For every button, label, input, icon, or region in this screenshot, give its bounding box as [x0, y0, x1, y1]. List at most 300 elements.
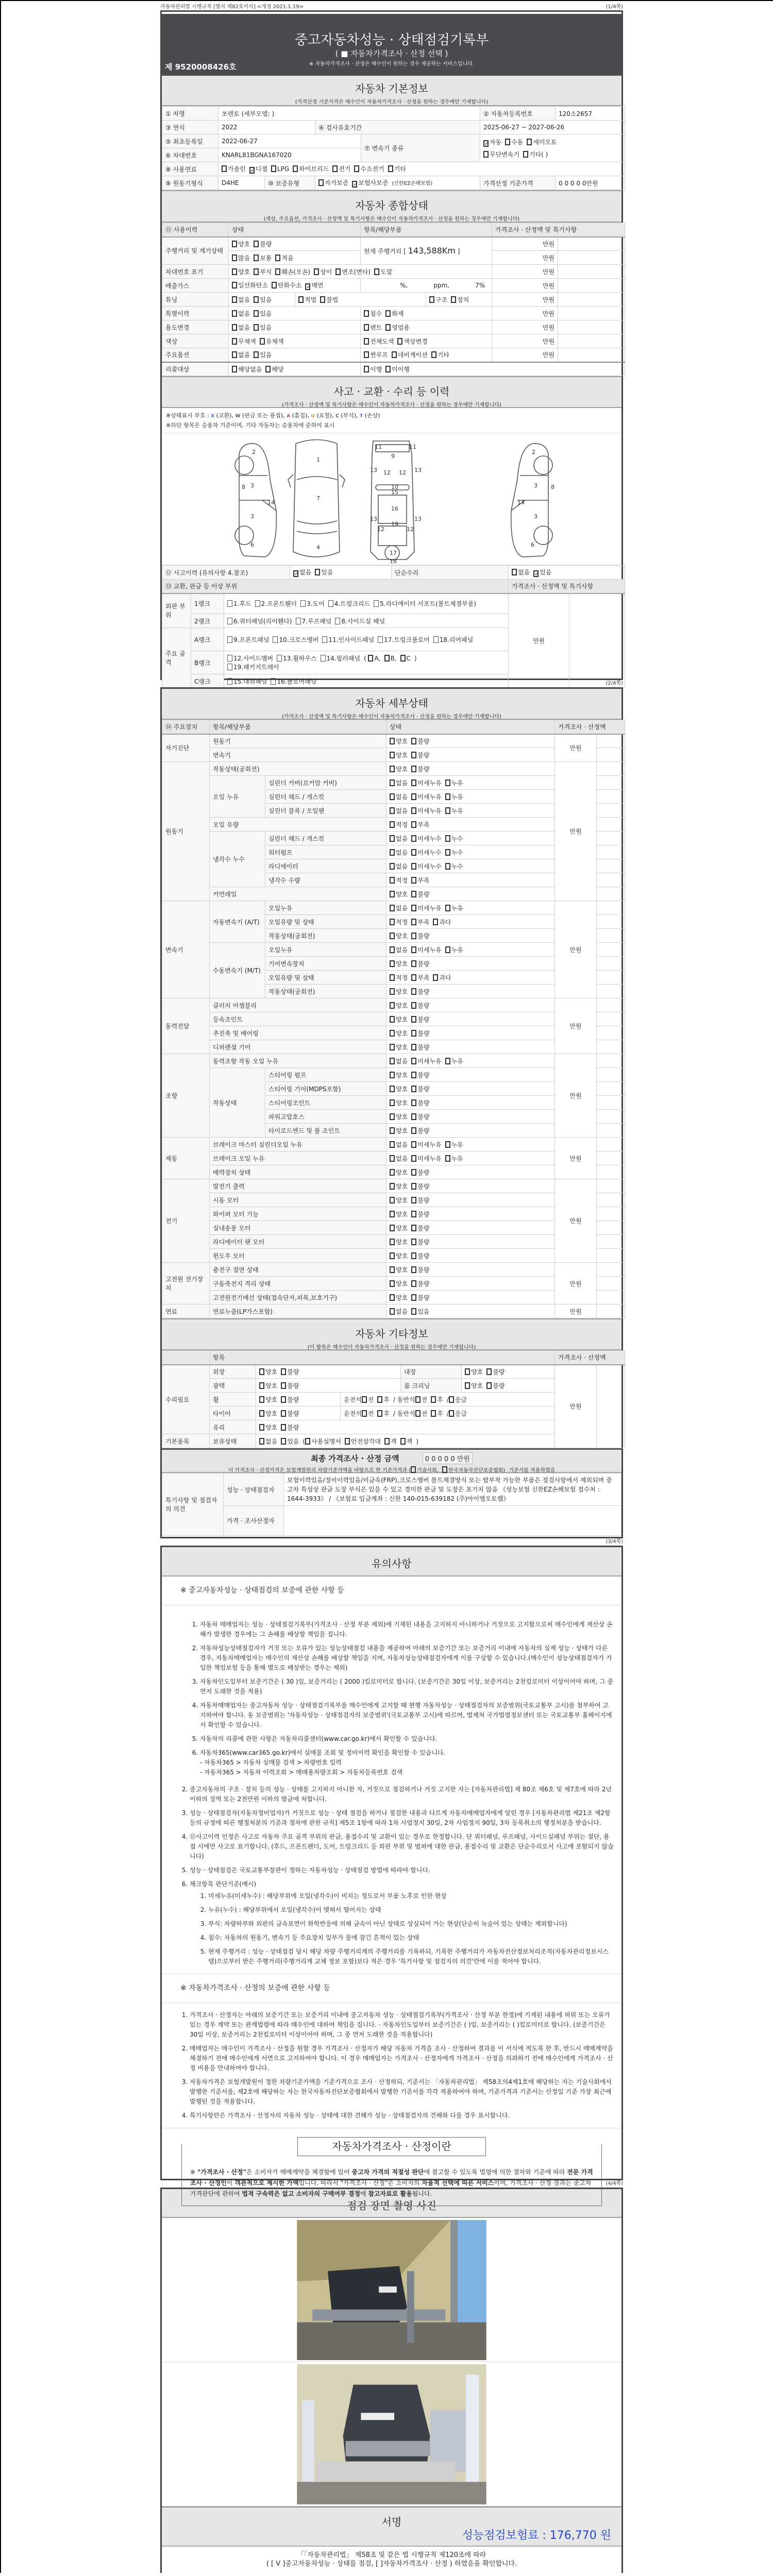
- checkbox-icon[interactable]: [362, 1410, 367, 1417]
- checkbox-option[interactable]: [400, 655, 411, 662]
- checkbox-option[interactable]: [411, 779, 441, 787]
- checkbox-option[interactable]: [411, 863, 441, 870]
- checkbox-option[interactable]: [483, 151, 519, 158]
- checkbox-icon[interactable]: [277, 655, 282, 662]
- checkbox-option[interactable]: [411, 1072, 429, 1079]
- checkbox-icon[interactable]: [374, 600, 379, 607]
- checkbox-option[interactable]: [392, 351, 428, 359]
- checkbox-icon[interactable]: [318, 179, 324, 186]
- checkbox-icon[interactable]: [411, 1266, 416, 1273]
- checkbox-icon[interactable]: [322, 636, 327, 643]
- checkbox-option[interactable]: [411, 1211, 429, 1218]
- checkbox-option[interactable]: [227, 636, 269, 643]
- checkbox-option[interactable]: [411, 1183, 429, 1190]
- checkbox-option[interactable]: [271, 678, 316, 685]
- checkbox-icon[interactable]: [390, 1113, 395, 1120]
- checkbox-icon[interactable]: [271, 678, 276, 685]
- checkbox-option[interactable]: [364, 366, 382, 373]
- checkbox-option[interactable]: [411, 793, 441, 801]
- checkbox-icon[interactable]: [222, 165, 227, 172]
- checkbox-icon[interactable]: [445, 863, 450, 870]
- checkbox-option[interactable]: [431, 351, 449, 359]
- checkbox-icon[interactable]: [411, 1252, 416, 1259]
- checkbox-option[interactable]: [445, 779, 463, 787]
- checkbox-option[interactable]: [445, 946, 463, 954]
- checkbox-option[interactable]: [390, 1308, 408, 1315]
- checkbox-icon[interactable]: [411, 863, 416, 870]
- checkbox-option[interactable]: [390, 891, 408, 898]
- checkbox-icon[interactable]: [390, 974, 395, 981]
- checkbox-icon[interactable]: [390, 1225, 395, 1231]
- checkbox-option[interactable]: [259, 1424, 277, 1431]
- checkbox-icon[interactable]: [388, 165, 393, 172]
- checkbox-icon[interactable]: [486, 1382, 492, 1389]
- checkbox-icon[interactable]: [254, 324, 259, 331]
- checkbox-option[interactable]: [305, 282, 323, 289]
- checkbox-option[interactable]: [364, 351, 388, 359]
- checkbox-icon[interactable]: [431, 1396, 436, 1403]
- checkbox-icon[interactable]: [486, 1368, 492, 1375]
- checkbox-icon[interactable]: [390, 905, 395, 911]
- checkbox-option[interactable]: [314, 268, 332, 276]
- checkbox-icon[interactable]: [368, 655, 373, 662]
- checkbox-icon[interactable]: [390, 919, 395, 925]
- checkbox-icon[interactable]: [227, 600, 232, 607]
- checkbox-icon[interactable]: [390, 1266, 395, 1273]
- checkbox-checked-icon[interactable]: ✓: [250, 167, 255, 174]
- checkbox-icon[interactable]: [390, 933, 395, 939]
- checkbox-icon[interactable]: [232, 351, 237, 358]
- checkbox-option[interactable]: [390, 849, 408, 856]
- checkbox-option[interactable]: [390, 1016, 408, 1023]
- checkbox-option[interactable]: [260, 338, 284, 345]
- checkbox-icon[interactable]: [232, 268, 237, 275]
- checkbox-option[interactable]: [254, 241, 272, 248]
- checkbox-option[interactable]: [390, 1252, 408, 1260]
- checkbox-icon[interactable]: [259, 1410, 264, 1417]
- checkbox-option[interactable]: [390, 1239, 408, 1246]
- checkbox-icon[interactable]: [431, 351, 436, 358]
- checkbox-option[interactable]: [411, 1058, 441, 1065]
- checkbox-option[interactable]: [390, 752, 408, 759]
- checkbox-option[interactable]: [390, 738, 408, 745]
- checkbox-icon[interactable]: [390, 1197, 395, 1204]
- checkbox-icon[interactable]: [411, 946, 416, 953]
- checkbox-option[interactable]: [442, 1468, 505, 1473]
- checkbox-icon[interactable]: [397, 338, 402, 345]
- checkbox-icon[interactable]: [465, 1368, 470, 1375]
- checkbox-option[interactable]: [411, 738, 429, 745]
- checkbox-option[interactable]: [273, 636, 318, 643]
- checkbox-icon[interactable]: [390, 863, 395, 870]
- checkbox-option[interactable]: [296, 618, 332, 625]
- checkbox-option[interactable]: [411, 835, 441, 842]
- checkbox-option[interactable]: [411, 919, 429, 926]
- checkbox-option[interactable]: [227, 600, 251, 607]
- checkbox-icon[interactable]: [411, 1294, 416, 1301]
- checkbox-icon[interactable]: [411, 877, 416, 884]
- checkbox-icon[interactable]: [390, 849, 395, 856]
- checkbox-icon[interactable]: [364, 351, 369, 358]
- checkbox-icon[interactable]: [411, 891, 416, 897]
- checkbox-option[interactable]: [378, 636, 430, 643]
- checkbox-option[interactable]: [390, 960, 408, 968]
- checkbox-option[interactable]: [411, 1308, 429, 1315]
- checkbox-icon[interactable]: [281, 1382, 286, 1389]
- checkbox-icon[interactable]: [411, 1058, 416, 1064]
- checkbox-option[interactable]: [390, 1280, 408, 1287]
- checkbox-option[interactable]: [254, 310, 272, 317]
- checkbox-option[interactable]: [328, 600, 370, 607]
- checkbox-option[interactable]: [321, 655, 360, 662]
- checkbox-option[interactable]: [411, 1225, 429, 1232]
- checkbox-option[interactable]: [255, 600, 297, 607]
- checkbox-icon[interactable]: [300, 600, 306, 607]
- checkbox-option[interactable]: [232, 268, 250, 276]
- checkbox-icon[interactable]: [411, 793, 416, 800]
- checkbox-icon[interactable]: [390, 738, 395, 744]
- checkbox-option[interactable]: [446, 1410, 467, 1417]
- checkbox-icon[interactable]: [390, 960, 395, 967]
- checkbox-icon[interactable]: [411, 1155, 416, 1162]
- checkbox-icon[interactable]: [411, 1099, 416, 1106]
- checkbox-icon[interactable]: [445, 1141, 450, 1148]
- checkbox-icon[interactable]: [433, 636, 439, 643]
- checkbox-option[interactable]: [259, 1410, 277, 1417]
- checkbox-icon[interactable]: [232, 366, 237, 372]
- checkbox-icon[interactable]: [411, 988, 416, 995]
- checkbox-icon[interactable]: [445, 807, 450, 814]
- checkbox-option[interactable]: [446, 1396, 467, 1403]
- checkbox-option[interactable]: [335, 268, 371, 276]
- checkbox-option[interactable]: [335, 618, 385, 625]
- checkbox-option[interactable]: [315, 569, 333, 576]
- checkbox-icon[interactable]: [411, 1044, 416, 1050]
- checkbox-option[interactable]: [390, 1294, 408, 1301]
- checkbox-option[interactable]: [445, 1141, 463, 1148]
- checkbox-icon[interactable]: [415, 1396, 421, 1403]
- checkbox-option[interactable]: [486, 1368, 505, 1376]
- checkbox-option[interactable]: [445, 835, 463, 842]
- checkbox-option[interactable]: [259, 1382, 277, 1389]
- checkbox-option[interactable]: [533, 569, 551, 576]
- checkbox-option[interactable]: [293, 569, 311, 576]
- checkbox-icon[interactable]: [411, 1280, 416, 1287]
- checkbox-icon[interactable]: [254, 310, 259, 317]
- checkbox-icon[interactable]: [275, 268, 280, 275]
- checkbox-icon[interactable]: [390, 1141, 395, 1148]
- checkbox-option[interactable]: [259, 1438, 277, 1445]
- checkbox-icon[interactable]: [445, 1155, 450, 1162]
- checkbox-option[interactable]: [486, 1382, 505, 1389]
- checkbox-option[interactable]: [377, 1410, 390, 1417]
- checkbox-option[interactable]: [411, 1086, 429, 1093]
- checkbox-option[interactable]: [445, 863, 463, 870]
- checkbox-option[interactable]: [390, 1141, 408, 1148]
- checkbox-option[interactable]: [390, 807, 408, 815]
- checkbox-option[interactable]: [465, 1368, 483, 1376]
- checkbox-icon[interactable]: [390, 1211, 395, 1217]
- checkbox-option[interactable]: [322, 636, 374, 643]
- checkbox-icon[interactable]: [390, 988, 395, 995]
- checkbox-icon[interactable]: [446, 1396, 454, 1403]
- checkbox-option[interactable]: [259, 1396, 277, 1403]
- checkbox-icon[interactable]: [445, 905, 450, 911]
- checkbox-option[interactable]: [352, 179, 388, 187]
- checkbox-icon[interactable]: [411, 1183, 416, 1190]
- checkbox-icon[interactable]: [384, 1438, 390, 1445]
- checkbox-option[interactable]: [305, 1438, 341, 1445]
- checkbox-icon[interactable]: [390, 1127, 395, 1134]
- checkbox-option[interactable]: [320, 296, 338, 303]
- checkbox-icon[interactable]: [364, 338, 369, 345]
- checkbox-option[interactable]: [281, 1396, 299, 1403]
- checkbox-option[interactable]: [411, 1113, 429, 1121]
- checkbox-option[interactable]: [451, 296, 469, 303]
- checkbox-icon[interactable]: [411, 919, 416, 925]
- checkbox-icon[interactable]: [385, 366, 391, 372]
- checkbox-option[interactable]: [232, 282, 268, 289]
- checkbox-icon[interactable]: [411, 1030, 416, 1037]
- checkbox-icon[interactable]: [364, 310, 369, 317]
- checkbox-icon[interactable]: [411, 1211, 416, 1217]
- checkbox-option[interactable]: [227, 655, 273, 662]
- checkbox-icon[interactable]: [227, 618, 232, 624]
- checkbox-option[interactable]: [254, 255, 272, 262]
- checkbox-icon[interactable]: [384, 655, 390, 662]
- checkbox-option[interactable]: [445, 793, 463, 801]
- checkbox-icon[interactable]: [411, 752, 416, 758]
- checkbox-icon[interactable]: [390, 1072, 395, 1078]
- checkbox-icon[interactable]: [232, 310, 237, 317]
- checkbox-icon[interactable]: [411, 1086, 416, 1092]
- checkbox-option[interactable]: [227, 664, 279, 671]
- checkbox-option[interactable]: [411, 1155, 441, 1162]
- checkbox-icon[interactable]: [390, 793, 395, 800]
- checkbox-option[interactable]: [300, 600, 325, 607]
- checkbox-option[interactable]: [390, 863, 408, 870]
- checkbox-option[interactable]: [445, 849, 463, 856]
- checkbox-option[interactable]: [411, 1197, 429, 1204]
- checkbox-option[interactable]: [318, 179, 348, 187]
- checkbox-icon[interactable]: [390, 946, 395, 953]
- checkbox-icon[interactable]: [254, 268, 259, 275]
- checkbox-icon[interactable]: [321, 655, 326, 662]
- checkbox-option[interactable]: [390, 779, 408, 787]
- checkbox-icon[interactable]: [259, 1438, 264, 1445]
- checkbox-icon[interactable]: [232, 296, 237, 303]
- checkbox-icon[interactable]: [433, 974, 438, 981]
- checkbox-icon[interactable]: [390, 752, 395, 758]
- checkbox-icon[interactable]: [411, 933, 416, 939]
- checkbox-icon[interactable]: [232, 338, 237, 345]
- checkbox-option[interactable]: [232, 296, 250, 303]
- checkbox-option[interactable]: [411, 891, 429, 898]
- checkbox-icon[interactable]: [232, 324, 237, 331]
- checkbox-icon[interactable]: [411, 738, 416, 744]
- checkbox-option[interactable]: [298, 296, 316, 303]
- checkbox-icon[interactable]: [385, 310, 391, 317]
- checkbox-option[interactable]: [390, 1030, 408, 1037]
- checkbox-icon[interactable]: [281, 1424, 286, 1431]
- checkbox-option[interactable]: [483, 139, 501, 146]
- checkbox-option[interactable]: [374, 268, 392, 276]
- checkbox-option[interactable]: [411, 1127, 429, 1134]
- checkbox-icon[interactable]: [451, 296, 456, 303]
- checkbox-icon[interactable]: [390, 1169, 395, 1176]
- checkbox-option[interactable]: [277, 655, 316, 662]
- checkbox-option[interactable]: [411, 946, 441, 954]
- checkbox-icon[interactable]: [390, 1294, 395, 1301]
- checkbox-option[interactable]: [281, 1382, 299, 1389]
- checkbox-icon[interactable]: [390, 1239, 395, 1245]
- checkbox-icon[interactable]: [411, 779, 416, 786]
- checkbox-icon[interactable]: [227, 655, 232, 662]
- checkbox-icon[interactable]: [390, 1044, 395, 1050]
- checkbox-option[interactable]: [390, 1169, 408, 1176]
- checkbox-option[interactable]: [411, 1044, 429, 1051]
- checkbox-icon[interactable]: [254, 296, 259, 303]
- checkbox-icon[interactable]: [512, 569, 517, 575]
- checkbox-option[interactable]: [433, 636, 473, 643]
- checkbox-icon[interactable]: [254, 255, 259, 261]
- checkbox-option[interactable]: [259, 1368, 277, 1376]
- checkbox-option[interactable]: [390, 835, 408, 842]
- checkbox-option[interactable]: [411, 1266, 429, 1274]
- checkbox-option[interactable]: [390, 1211, 408, 1218]
- checkbox-option[interactable]: [411, 1016, 429, 1023]
- checkbox-icon[interactable]: [364, 366, 369, 372]
- checkbox-option[interactable]: [512, 569, 530, 576]
- checkbox-option[interactable]: [281, 1368, 299, 1376]
- checkbox-option[interactable]: [390, 974, 408, 981]
- checkbox-option[interactable]: [390, 1266, 408, 1274]
- checkbox-option[interactable]: [411, 1280, 429, 1287]
- checkbox-option[interactable]: [390, 1197, 408, 1204]
- checkbox-icon[interactable]: [265, 366, 271, 372]
- checkbox-icon[interactable]: [260, 338, 265, 345]
- checkbox-icon[interactable]: [378, 636, 383, 643]
- checkbox-option[interactable]: [411, 1468, 439, 1473]
- checkbox-option[interactable]: [411, 1239, 429, 1246]
- checkbox-option[interactable]: [362, 1410, 374, 1417]
- checkbox-icon[interactable]: [411, 1225, 416, 1231]
- checkbox-icon[interactable]: [390, 1058, 395, 1064]
- checkbox-option[interactable]: [505, 139, 523, 146]
- checkbox-icon[interactable]: [400, 1438, 406, 1445]
- checkbox-option[interactable]: [390, 1072, 408, 1079]
- checkbox-option[interactable]: [390, 1127, 408, 1134]
- checkbox-option[interactable]: [390, 1044, 408, 1051]
- checkbox-icon[interactable]: [364, 324, 369, 331]
- checkbox-icon[interactable]: [411, 1169, 416, 1176]
- checkbox-icon[interactable]: [390, 1030, 395, 1037]
- checkbox-option[interactable]: [390, 988, 408, 995]
- checkbox-option[interactable]: [527, 139, 557, 146]
- checkbox-icon[interactable]: [411, 766, 416, 772]
- checkbox-icon[interactable]: [305, 1438, 310, 1445]
- checkbox-option[interactable]: [445, 1058, 463, 1065]
- checkbox-icon[interactable]: [445, 835, 450, 842]
- checkbox-icon[interactable]: [232, 255, 237, 261]
- checkbox-checked-icon[interactable]: ✓: [534, 570, 540, 577]
- checkbox-icon[interactable]: [390, 779, 395, 786]
- checkbox-icon[interactable]: [390, 1183, 395, 1190]
- checkbox-icon[interactable]: [411, 807, 416, 814]
- checkbox-icon[interactable]: [390, 1099, 395, 1106]
- checkbox-option[interactable]: [415, 1410, 428, 1417]
- checkbox-icon[interactable]: [523, 151, 528, 158]
- checkbox-icon[interactable]: [232, 282, 237, 289]
- checkbox-icon[interactable]: [390, 835, 395, 842]
- checkbox-option[interactable]: [433, 974, 451, 981]
- checkbox-option[interactable]: [411, 988, 429, 995]
- checkbox-icon[interactable]: [281, 1410, 286, 1417]
- checkbox-option[interactable]: [384, 1438, 397, 1445]
- checkbox-option[interactable]: [411, 1252, 429, 1260]
- checkbox-icon[interactable]: [227, 678, 232, 685]
- checkbox-icon[interactable]: [293, 165, 298, 172]
- checkbox-icon[interactable]: [411, 1113, 416, 1120]
- checkbox-option[interactable]: [390, 793, 408, 801]
- checkbox-icon[interactable]: [254, 351, 259, 358]
- checkbox-option[interactable]: [254, 351, 272, 359]
- checkbox-icon[interactable]: [271, 165, 276, 172]
- checkbox-icon[interactable]: [259, 1424, 264, 1431]
- checkbox-icon[interactable]: [328, 600, 333, 607]
- checkbox-option[interactable]: [362, 1396, 374, 1403]
- checkbox-icon[interactable]: [390, 891, 395, 897]
- checkbox-option[interactable]: [332, 165, 350, 173]
- checkbox-icon[interactable]: [411, 849, 416, 856]
- checkbox-option[interactable]: [411, 960, 429, 968]
- checkbox-icon[interactable]: [411, 1466, 416, 1473]
- checkbox-option[interactable]: [390, 877, 408, 884]
- checkbox-icon[interactable]: [429, 296, 434, 303]
- checkbox-option[interactable]: [275, 255, 293, 262]
- checkbox-option[interactable]: [232, 310, 250, 317]
- checkbox-icon[interactable]: [431, 1410, 436, 1417]
- checkbox-icon[interactable]: [377, 1410, 382, 1417]
- checkbox-icon[interactable]: [390, 1308, 395, 1315]
- checkbox-icon[interactable]: [411, 835, 416, 842]
- checkbox-option[interactable]: [411, 766, 429, 773]
- checkbox-option[interactable]: [232, 351, 250, 359]
- checkbox-option[interactable]: [390, 821, 408, 828]
- checkbox-icon[interactable]: [411, 1002, 416, 1009]
- checkbox-option[interactable]: [411, 1099, 429, 1107]
- checkbox-option[interactable]: [390, 766, 408, 773]
- checkbox-option[interactable]: [390, 1058, 408, 1065]
- checkbox-option[interactable]: [429, 296, 447, 303]
- checkbox-icon[interactable]: [445, 849, 450, 856]
- checkbox-icon[interactable]: [320, 296, 325, 303]
- checkbox-option[interactable]: [281, 1424, 299, 1431]
- checkbox-option[interactable]: [411, 1030, 429, 1037]
- checkbox-icon[interactable]: [411, 1016, 416, 1023]
- checkbox-option[interactable]: [411, 877, 429, 884]
- checkbox-icon[interactable]: [254, 241, 259, 247]
- checkbox-option[interactable]: [445, 905, 463, 912]
- checkbox-icon[interactable]: [390, 807, 395, 814]
- checkbox-icon[interactable]: [390, 1280, 395, 1287]
- checkbox-icon[interactable]: [411, 1239, 416, 1245]
- checkbox-option[interactable]: [411, 1169, 429, 1176]
- checkbox-option[interactable]: [390, 1183, 408, 1190]
- checkbox-option[interactable]: [249, 165, 267, 173]
- checkbox-icon[interactable]: [259, 1382, 264, 1389]
- checkbox-option[interactable]: [411, 1002, 429, 1009]
